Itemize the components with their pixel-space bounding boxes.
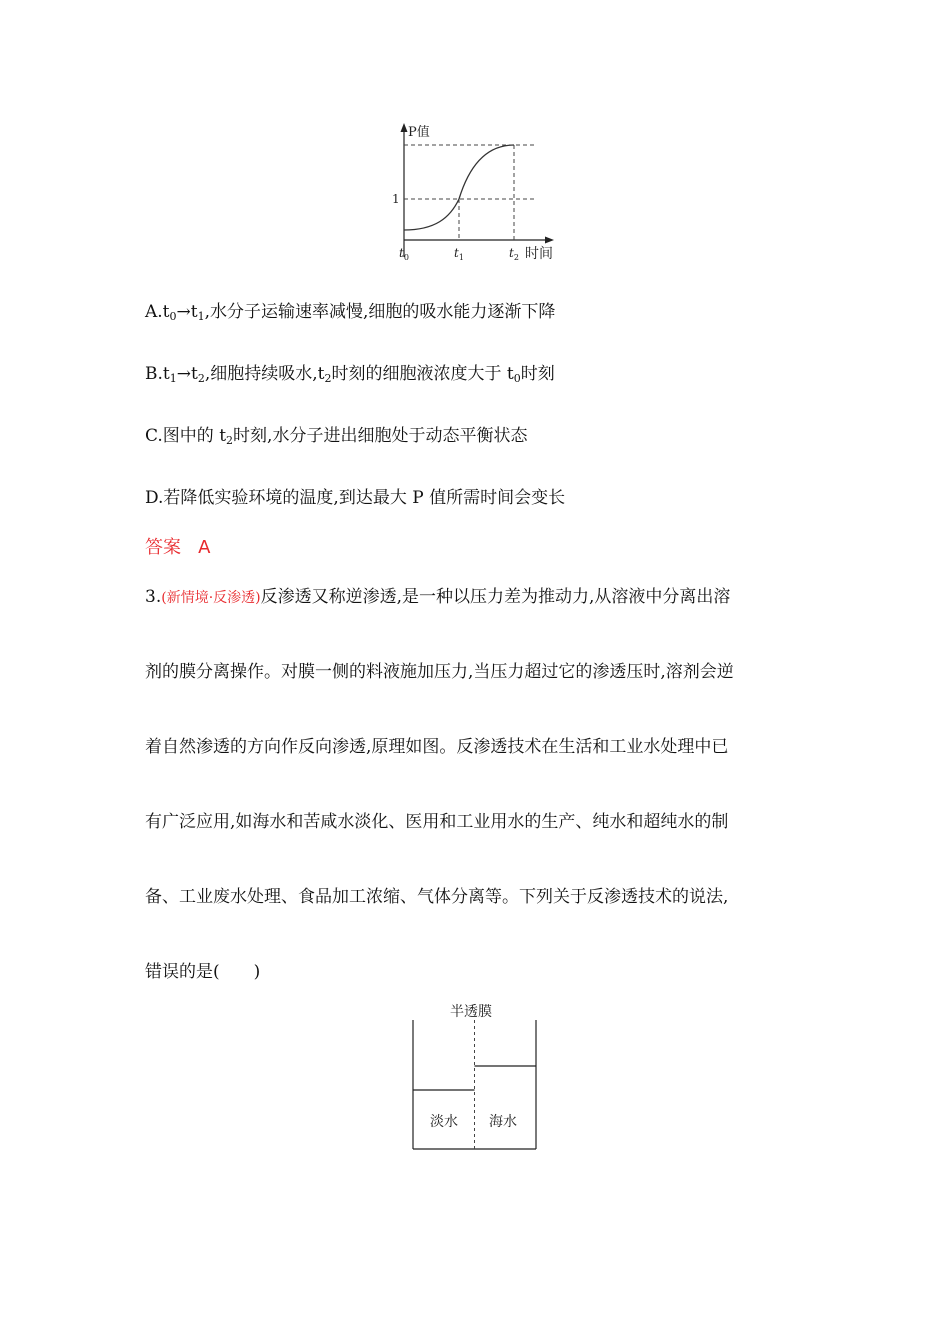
q3-line3: 着自然渗透的方向作反向渗透,原理如图。反渗透技术在生活和工业水处理中已 [145,737,729,757]
x-axis-label: 时间 [525,246,553,262]
x-axis-arrow [545,237,554,244]
answer-value: A [198,537,211,558]
p-curve [404,145,514,230]
option-a: $A.t_0\to t_1$,水分子运输速率减慢,细胞的吸水能力逐渐下降 [145,302,556,323]
seawater-label: 海水 [489,1114,517,1130]
fresh-water-label: 淡水 [430,1114,458,1130]
y-axis-label: P值 [408,125,430,140]
q3-line6: 错误的是( ) [145,962,261,982]
answer-label: 答案 [145,537,181,558]
x-tick-t0: $t_0$ [399,246,409,262]
q3-tag: (新情境·反渗透) [161,590,261,606]
q3-line1: 3.(新情境·反渗透)反渗透又称逆渗透,是一种以压力差为推动力,从溶液中分离出溶 [145,587,731,607]
x-tick-t2: $t_2$ [509,246,519,262]
x-tick-t1: $t_1$ [454,246,464,262]
membrane-label: 半透膜 [450,1004,492,1020]
y-axis-arrow [401,123,408,132]
q3-number: 3. [145,587,162,607]
osmosis-diagram [405,998,545,1154]
option-b: $B.t_1\to t_2$,细胞持续吸水$,t_2$时刻的细胞液浓度大于 $t_0$时刻 [145,364,555,385]
q3-line5: 备、工业废水处理、食品加工浓缩、气体分离等。下列关于反渗透技术的说法, [145,887,729,907]
q3-line2: 剂的膜分离操作。对膜一侧的料液施加压力,当压力超过它的渗透压时,溶剂会逆 [145,662,734,682]
y-tick-one: 1 [392,192,400,206]
option-c: C.图中的 $t_2$时刻,水分子进出细胞处于动态平衡状态 [145,426,528,447]
option-d: D.若降低实验环境的温度,到达最大 P 值所需时间会变长 [145,488,566,508]
p-value-chart [380,118,580,268]
q3-line4: 有广泛应用,如海水和苦咸水淡化、医用和工业用水的生产、纯水和超纯水的制 [145,812,729,832]
answer-line [145,533,211,559]
